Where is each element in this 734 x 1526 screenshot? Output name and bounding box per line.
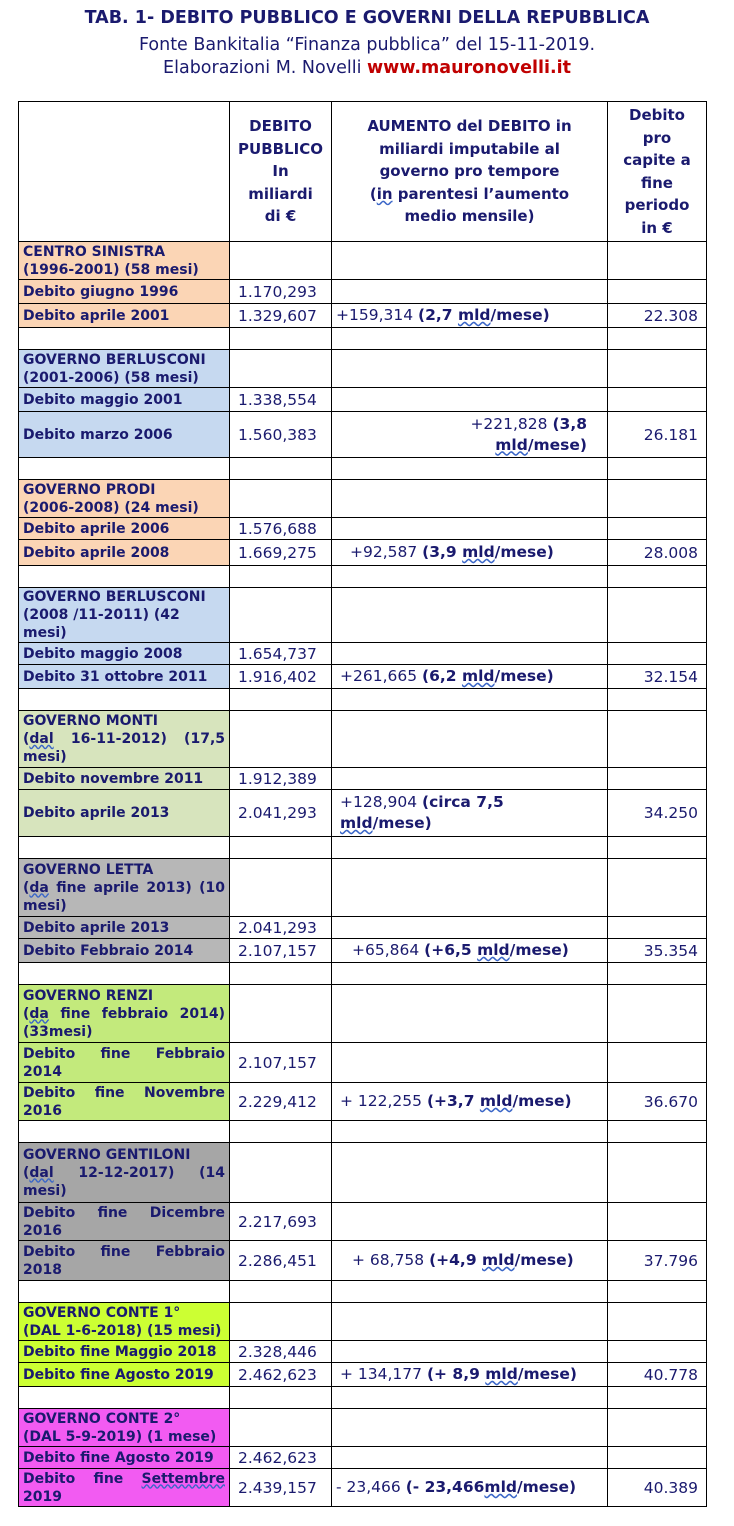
- group-title: GOVERNO PRODI (2006-2008) (24 mesi): [19, 480, 230, 518]
- increase-value: +65,864 (+6,5 mld/mese): [332, 939, 608, 963]
- per-capita-value: 40.778: [608, 1363, 707, 1387]
- group-title: GOVERNO BERLUSCONI (2008 /11-2011) (42 mesi): [19, 588, 230, 643]
- group-title-row: [19, 985, 707, 1043]
- debt-value: 1.669,275: [230, 540, 332, 566]
- group-title: GOVERNO CONTE 2° (DAL 5-9-2019) (1 mese): [19, 1409, 230, 1447]
- header-per-capita: Debito pro capite a fine periodo in €: [608, 102, 707, 242]
- group-title-row: [19, 1303, 707, 1341]
- row-label: Debito aprile 2013: [19, 790, 230, 837]
- table-row: [19, 540, 707, 566]
- table-row: [19, 1241, 707, 1281]
- table-row: [19, 1083, 707, 1121]
- row-label: Debito fine Febbraio 2014: [19, 1043, 230, 1083]
- debt-value: 1.576,688: [230, 518, 332, 540]
- spacer-row: [19, 1281, 707, 1303]
- increase-value: +92,587 (3,9 mld/mese): [332, 540, 608, 566]
- row-label: Debito Febbraio 2014: [19, 939, 230, 963]
- spacer-row: [19, 566, 707, 588]
- group-title-row: [19, 480, 707, 518]
- group-title: GOVERNO BERLUSCONI (2001-2006) (58 mesi): [19, 350, 230, 388]
- debt-value: 2.041,293: [230, 790, 332, 837]
- table-row: [19, 1447, 707, 1469]
- per-capita-value: 22.308: [608, 304, 707, 328]
- group-title-row: [19, 1143, 707, 1203]
- per-capita-value: 36.670: [608, 1083, 707, 1121]
- row-label: Debito aprile 2001: [19, 304, 230, 328]
- row-label: Debito marzo 2006: [19, 412, 230, 458]
- group-title: GOVERNO LETTA (da fine aprile 2013) (10 mesi): [19, 859, 230, 917]
- table-title: TAB. 1- DEBITO PUBBLICO E GOVERNI DELLA REPUBBLICA: [84, 8, 650, 28]
- group-title-row: [19, 242, 707, 280]
- row-label: Debito aprile 2008: [19, 540, 230, 566]
- debt-value: 2.107,157: [230, 1043, 332, 1083]
- row-label: Debito fine Novembre 2016: [19, 1083, 230, 1121]
- spacer-row: [19, 458, 707, 480]
- row-label: Debito fine Febbraio 2018: [19, 1241, 230, 1281]
- increase-value: - 23,466 (- 23,466mld/mese): [332, 1469, 608, 1507]
- debt-value: 1.916,402: [230, 665, 332, 689]
- debt-value: 2.462,623: [230, 1447, 332, 1469]
- table-row: [19, 643, 707, 665]
- debt-value: 1.912,389: [230, 768, 332, 790]
- row-label: Debito aprile 2013: [19, 917, 230, 939]
- group-title-row: [19, 711, 707, 768]
- table-row: [19, 280, 707, 304]
- group-title: GOVERNO GENTILONI (dal 12-12-2017) (14 mesi): [19, 1143, 230, 1203]
- increase-value: + 134,177 (+ 8,9 mld/mese): [332, 1363, 608, 1387]
- row-label: Debito fine Agosto 2019: [19, 1363, 230, 1387]
- group-title: GOVERNO MONTI (dal 16-11-2012) (17,5 mesi): [19, 711, 230, 768]
- spacer-row: [19, 689, 707, 711]
- table-row: [19, 917, 707, 939]
- per-capita-value: 37.796: [608, 1241, 707, 1281]
- increase-value: +261,665 (6,2 mld/mese): [332, 665, 608, 689]
- per-capita-value: 35.354: [608, 939, 707, 963]
- debt-value: 1.338,554: [230, 388, 332, 412]
- header-debt: DEBITO PUBBLICO In miliardi di €: [230, 102, 332, 242]
- author-prefix: Elaborazioni M. Novelli: [163, 58, 367, 78]
- per-capita-value: 28.008: [608, 540, 707, 566]
- header-increase: AUMENTO del DEBITO in miliardi imputabile al governo pro tempore (in parentesi l’aumento medio mensile): [332, 102, 608, 242]
- spacer-row: [19, 1121, 707, 1143]
- debt-value: 2.229,412: [230, 1083, 332, 1121]
- table-row: [19, 1043, 707, 1083]
- table-row: [19, 939, 707, 963]
- table-row: [19, 304, 707, 328]
- row-label: Debito fine Maggio 2018: [19, 1341, 230, 1363]
- debt-table: [18, 101, 707, 1507]
- row-label: Debito fine Dicembre 2016: [19, 1203, 230, 1241]
- row-label: Debito giugno 1996: [19, 280, 230, 304]
- header-empty: [19, 102, 230, 242]
- debt-value: 2.217,693: [230, 1203, 332, 1241]
- debt-value: 2.041,293: [230, 917, 332, 939]
- group-title-row: [19, 859, 707, 917]
- group-title: GOVERNO RENZI (da fine febbraio 2014) (33mesi): [19, 985, 230, 1043]
- table-row: [19, 768, 707, 790]
- header-row: [19, 102, 707, 242]
- table-row: [19, 665, 707, 689]
- debt-value: 1.654,737: [230, 643, 332, 665]
- increase-value: +159,314 (2,7 mld/mese): [332, 304, 608, 328]
- row-label: Debito fine Settembre 2019: [19, 1469, 230, 1507]
- group-title-row: [19, 1409, 707, 1447]
- row-label: Debito aprile 2006: [19, 518, 230, 540]
- table-row: [19, 388, 707, 412]
- table-row: [19, 1341, 707, 1363]
- debt-value: 1.560,383: [230, 412, 332, 458]
- spacer-row: [19, 963, 707, 985]
- per-capita-value: 40.389: [608, 1469, 707, 1507]
- increase-value: +221,828 (3,8 mld/mese): [332, 412, 608, 458]
- group-title-row: [19, 350, 707, 388]
- table-row: [19, 790, 707, 837]
- debt-value: 2.107,157: [230, 939, 332, 963]
- row-label: Debito maggio 2001: [19, 388, 230, 412]
- debt-value: 2.439,157: [230, 1469, 332, 1507]
- group-title: GOVERNO CONTE 1° (DAL 1-6-2018) (15 mesi): [19, 1303, 230, 1341]
- table-row: [19, 1203, 707, 1241]
- row-label: Debito novembre 2011: [19, 768, 230, 790]
- debt-value: 2.462,623: [230, 1363, 332, 1387]
- table-row: [19, 412, 707, 458]
- debt-value: 1.170,293: [230, 280, 332, 304]
- increase-value: + 122,255 (+3,7 mld/mese): [332, 1083, 608, 1121]
- spacer-row: [19, 837, 707, 859]
- table-row: [19, 1363, 707, 1387]
- spacer-row: [19, 1387, 707, 1409]
- table-row: [19, 518, 707, 540]
- debt-value: 1.329,607: [230, 304, 332, 328]
- row-label: Debito fine Agosto 2019: [19, 1447, 230, 1469]
- table-row: [19, 1469, 707, 1507]
- increase-value: + 68,758 (+4,9 mld/mese): [332, 1241, 608, 1281]
- source-note: Fonte Bankitalia “Finanza pubblica” del 15-11-2019.: [138, 35, 596, 55]
- spacer-row: [19, 328, 707, 350]
- per-capita-value: 26.181: [608, 412, 707, 458]
- increase-value: +128,904 (circa 7,5 mld/mese): [332, 790, 608, 837]
- debt-value: 2.286,451: [230, 1241, 332, 1281]
- group-title: CENTRO SINISTRA (1996-2001) (58 mesi): [19, 242, 230, 280]
- per-capita-value: 32.154: [608, 665, 707, 689]
- author-note: [0, 58, 734, 78]
- group-title-row: [19, 588, 707, 643]
- row-label: Debito maggio 2008: [19, 643, 230, 665]
- site-link[interactable]: www.mauronovelli.it: [367, 58, 571, 78]
- per-capita-value: 34.250: [608, 790, 707, 837]
- row-label: Debito 31 ottobre 2011: [19, 665, 230, 689]
- debt-value: 2.328,446: [230, 1341, 332, 1363]
